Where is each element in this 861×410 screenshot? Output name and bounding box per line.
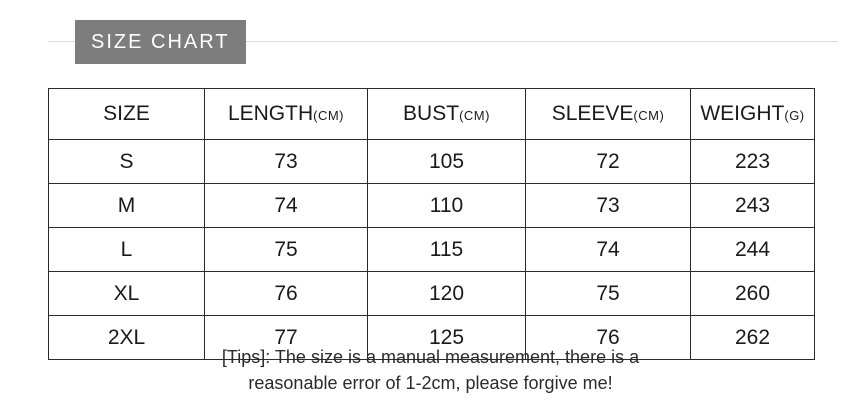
column-header-size-label: SIZE — [103, 102, 150, 125]
table-header-row — [49, 89, 815, 140]
column-header-sleeve-unit: (CM) — [633, 108, 665, 123]
tips-line-1: [Tips]: The size is a manual measurement, there is a — [221, 347, 640, 367]
table-header — [49, 89, 815, 140]
table-row — [49, 228, 815, 272]
cell-size: S — [49, 140, 205, 184]
cell-size: L — [49, 228, 205, 272]
column-header-weight-unit: (G) — [784, 108, 805, 123]
column-header-weight — [691, 89, 815, 140]
column-header-sleeve-label: SLEEVE — [551, 102, 634, 125]
column-header-length-unit: (CM) — [313, 108, 345, 123]
table-row — [49, 184, 815, 228]
cell-sleeve: 75 — [526, 272, 691, 316]
column-header-size — [49, 89, 205, 140]
cell-length: 73 — [205, 140, 368, 184]
table-row — [49, 272, 815, 316]
cell-weight: 262 — [691, 316, 815, 360]
table-body — [49, 140, 815, 360]
size-chart-title-tag — [75, 20, 246, 64]
cell-weight: 244 — [691, 228, 815, 272]
column-header-bust-unit: (CM) — [459, 108, 490, 123]
cell-sleeve: 74 — [526, 228, 691, 272]
cell-bust: 125 — [368, 316, 526, 360]
size-table — [48, 88, 815, 360]
cell-sleeve: 73 — [526, 184, 691, 228]
size-table-container — [48, 88, 814, 360]
cell-length: 77 — [205, 316, 368, 360]
column-header-sleeve — [526, 89, 691, 140]
cell-length: 75 — [205, 228, 368, 272]
column-header-bust-label: BUST — [403, 102, 460, 125]
cell-bust: 115 — [368, 228, 526, 272]
cell-sleeve: 76 — [526, 316, 691, 360]
cell-length: 76 — [205, 272, 368, 316]
tips-note — [0, 344, 861, 396]
cell-bust: 110 — [368, 184, 526, 228]
tips-line-2: reasonable error of 1-2cm, please forgive me! — [248, 373, 613, 393]
table-row — [49, 140, 815, 184]
column-header-weight-label: WEIGHT — [700, 102, 785, 125]
cell-weight: 243 — [691, 184, 815, 228]
header — [0, 20, 861, 64]
cell-bust: 120 — [368, 272, 526, 316]
cell-weight: 223 — [691, 140, 815, 184]
column-header-length-label: LENGTH — [227, 102, 314, 125]
column-header-bust — [368, 89, 526, 140]
column-header-length — [205, 89, 368, 140]
cell-sleeve: 72 — [526, 140, 691, 184]
cell-size: 2XL — [49, 316, 205, 360]
cell-size: XL — [49, 272, 205, 316]
cell-length: 74 — [205, 184, 368, 228]
page-title: SIZE CHART — [91, 30, 230, 53]
cell-bust: 105 — [368, 140, 526, 184]
cell-weight: 260 — [691, 272, 815, 316]
cell-size: M — [49, 184, 205, 228]
